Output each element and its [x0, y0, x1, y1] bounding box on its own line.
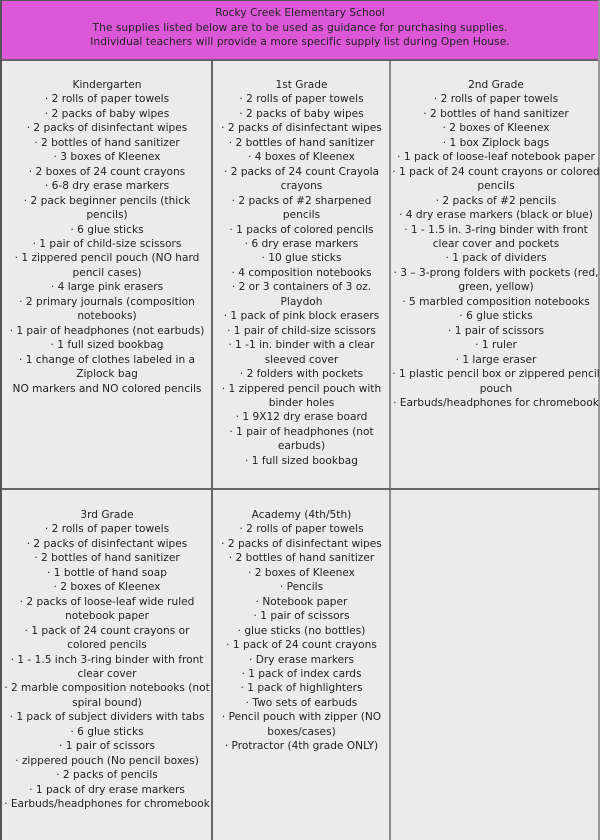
- supply-item: · 1 full sized bookbag: [50, 339, 164, 352]
- supply-item: · 1 zippered pencil pouch (NO hard pencil cases): [14, 252, 200, 279]
- supply-item: · 2 packs of #2 pencils: [435, 194, 557, 207]
- supply-item: · 2 rolls of paper towels: [239, 93, 364, 106]
- supply-item: · 2 bottles of hand sanitizer: [228, 136, 375, 149]
- supply-item: · Earbuds/headphones for chromebook: [393, 396, 599, 409]
- supply-item: · 1 - 1.5 inch 3-ring binder with front clear cover: [10, 653, 204, 680]
- supply-item: · 1 packs of colored pencils: [229, 223, 374, 236]
- grade-title: 3rd Grade: [80, 509, 134, 521]
- header-banner: [2, 1, 598, 61]
- supply-item: · 2 boxes of 24 count crayons: [28, 165, 186, 178]
- supply-item: · 2 bottles of hand sanitizer: [34, 136, 180, 149]
- supply-list: [4, 522, 210, 811]
- supply-item: · 1 pack of loose-leaf notebook paper: [397, 151, 595, 164]
- supply-item: · 1 pack of dividers: [445, 252, 547, 265]
- supply-list: [213, 92, 390, 468]
- supply-item: · 2 packs of disinfectant wipes: [26, 537, 188, 550]
- supply-item: · 2 bottles of hand sanitizer: [34, 552, 180, 565]
- supply-item: · 10 glue sticks: [261, 252, 342, 265]
- supply-item: · 1 plastic pencil box or zippered pencil pouch: [392, 368, 600, 395]
- supply-item: · 6-8 dry erase markers: [44, 180, 170, 193]
- supply-item: · 1 9X12 dry erase board: [235, 411, 368, 424]
- supply-item: · 6 dry erase markers: [244, 237, 359, 250]
- supply-item: · 6 glue sticks: [459, 310, 533, 323]
- supply-item: · 1 pack of subject dividers with tabs: [9, 711, 205, 724]
- supply-item: · Earbuds/headphones for chromebook: [4, 798, 210, 811]
- supply-list: [213, 522, 390, 753]
- supply-item: · 1 pair of headphones (not earbuds): [9, 324, 205, 337]
- supply-item: · 5 marbled composition notebooks: [402, 295, 590, 308]
- supply-item: · 2 packs of disinfectant wipes: [26, 122, 188, 135]
- supply-item: · 1 pair of scissors: [448, 324, 544, 337]
- supply-item: · 2 packs of disinfectant wipes: [221, 122, 382, 135]
- supply-item: · 3 boxes of Kleenex: [53, 151, 161, 164]
- supply-item: · 1 bottle of hand soap: [47, 566, 167, 579]
- row-divider: [2, 488, 600, 490]
- supply-item: NO markers and NO colored pencils: [12, 382, 202, 395]
- supply-item: · 2 boxes of Kleenex: [248, 566, 355, 579]
- supply-item: · 1 zippered pencil pouch with binder holes: [221, 382, 382, 409]
- supply-item: · 2 boxes of Kleenex: [442, 122, 550, 135]
- supply-item: · 2 rolls of paper towels: [44, 93, 170, 106]
- supply-item: · 4 large pink erasers: [50, 281, 164, 294]
- supply-item: · 2 packs of loose-leaf wide ruled notebook paper: [19, 595, 195, 623]
- header-subtitle-line-1: The supplies listed below are to be used as guidance for purchasing supplies.: [92, 21, 508, 34]
- column-divider: [389, 61, 391, 840]
- supply-item: · 1 pack of 24 count crayons: [226, 639, 377, 652]
- grade-cell-empty: [392, 491, 600, 840]
- supply-item: · 1 pair of scissors: [253, 610, 350, 623]
- supply-item: · 2 boxes of Kleenex: [53, 581, 161, 594]
- supply-item: · 1 pair of scissors: [59, 740, 155, 753]
- supply-item: · 2 rolls of paper towels: [433, 93, 559, 106]
- supply-item: · 2 packs of baby wipes: [44, 107, 170, 120]
- supply-item: · 1 box Ziplock bags: [442, 136, 550, 149]
- grade-title: 2nd Grade: [468, 79, 524, 91]
- supply-item: · 2 packs of pencils: [56, 769, 158, 782]
- supply-item: · 2 primary journals (composition notebooks): [19, 295, 195, 323]
- supply-item: · 6 glue sticks: [70, 223, 144, 236]
- grade-cell-2nd-grade: [392, 61, 600, 489]
- grade-title: Kindergarten: [72, 79, 142, 91]
- grade-cell-1st-grade: [213, 61, 390, 489]
- supply-item: · 2 packs of 24 count Crayola crayons: [223, 165, 380, 193]
- grade-title: 1st Grade: [275, 79, 328, 91]
- grade-title: Academy (4th/5th): [251, 509, 352, 521]
- supply-item: · 1 pair of child-size scissors: [32, 237, 182, 250]
- supply-item: · Pencils: [279, 581, 324, 594]
- supply-item: · 4 dry erase markers (black or blue): [399, 209, 593, 222]
- supply-item: · 1 pack of pink block erasers: [223, 310, 380, 323]
- supply-item: · 1 pack of highlighters: [240, 682, 363, 695]
- supply-item: · 2 packs of baby wipes: [239, 107, 364, 120]
- supply-item: · Notebook paper: [255, 595, 348, 608]
- supply-item: · 3 – 3-prong folders with pockets (red, green, yellow): [393, 266, 599, 294]
- supply-item: · 1 pair of child-size scissors: [227, 324, 376, 337]
- supply-item: · Protractor (4th grade ONLY): [224, 740, 379, 753]
- school-name: Rocky Creek Elementary School: [215, 7, 385, 19]
- supply-item: · glue sticks (no bottles): [237, 624, 366, 637]
- column-divider: [211, 61, 213, 840]
- supply-item: · Pencil pouch with zipper (NO boxes/cases): [221, 711, 382, 738]
- supply-item: · 2 packs of disinfectant wipes: [221, 537, 382, 550]
- supply-item: · 1 -1 in. binder with a clear sleeved cover: [228, 339, 375, 366]
- supply-item: · 2 rolls of paper towels: [239, 523, 364, 536]
- supply-item: · 1 pack of dry erase markers: [29, 783, 185, 796]
- supply-item: · 1 pair of headphones (not earbuds): [229, 425, 374, 453]
- supply-item: · 2 marble composition notebooks (not spiral bound): [4, 682, 210, 709]
- header-subtitle-line-2: Individual teachers will provide a more specific supply list during Open House.: [90, 36, 510, 48]
- supply-item: · 1 full sized bookbag: [245, 454, 358, 467]
- supply-item: · 1 change of clothes labeled in a Ziplock bag: [18, 353, 196, 381]
- supply-list: [4, 92, 210, 396]
- supply-item: · 1 ruler: [475, 339, 517, 352]
- grade-cell-academy: [213, 491, 390, 840]
- supply-item: · 1 pack of 24 count crayons or colored pencils: [392, 165, 600, 193]
- supply-item: · 1 pack of index cards: [241, 667, 362, 680]
- supply-item: · 1 large eraser: [455, 353, 537, 366]
- supply-item: · 2 bottles of hand sanitizer: [423, 107, 569, 120]
- supply-item: · Dry erase markers: [249, 653, 354, 666]
- supply-item: · 2 folders with pockets: [239, 368, 364, 381]
- supply-item: · 6 glue sticks: [70, 725, 144, 738]
- supply-item: · 2 or 3 containers of 3 oz. Playdoh: [231, 281, 372, 308]
- grade-cell-kindergarten: [2, 61, 212, 489]
- supply-item: · 2 rolls of paper towels: [44, 523, 170, 536]
- grade-supply-grid: [2, 61, 598, 840]
- supply-item: · zippered pouch (No pencil boxes): [15, 754, 199, 767]
- supply-item: · Two sets of earbuds: [245, 696, 358, 709]
- supply-item: · 1 pack of 24 count crayons or colored pencils: [24, 624, 190, 652]
- supply-item: · 4 boxes of Kleenex: [248, 151, 355, 164]
- supply-item: · 1 - 1.5 in. 3-ring binder with front clear cover and pockets: [404, 223, 588, 250]
- supply-item: · 2 packs of #2 sharpened pencils: [231, 194, 372, 222]
- grade-cell-3rd-grade: [2, 491, 212, 840]
- supply-list: [392, 92, 600, 410]
- supply-item: · 2 bottles of hand sanitizer: [228, 552, 375, 565]
- supply-item: · 2 pack beginner pencils (thick pencils): [23, 194, 191, 222]
- supply-item: · 4 composition notebooks: [231, 266, 372, 279]
